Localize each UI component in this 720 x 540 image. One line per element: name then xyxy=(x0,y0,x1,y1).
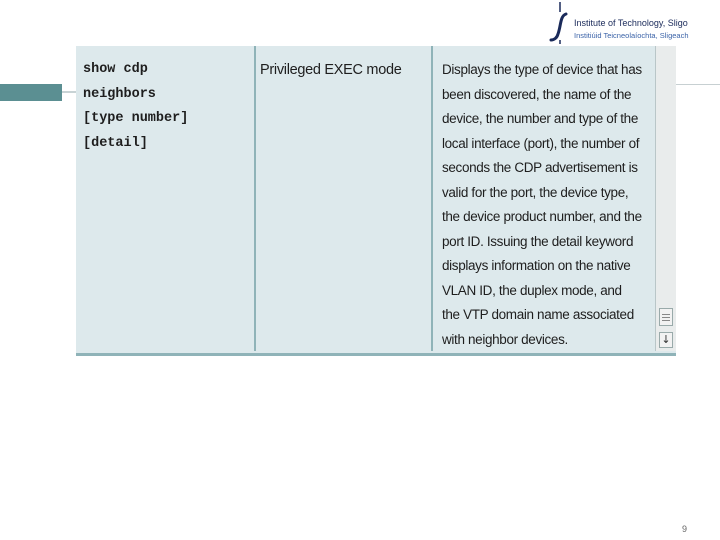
page-number: 9 xyxy=(682,524,688,534)
description-line: displays information on the native xyxy=(442,258,631,273)
institute-logo xyxy=(548,2,708,46)
mode-text: Privileged EXEC mode xyxy=(260,62,402,78)
logo-mark-icon xyxy=(548,2,574,44)
command-cell xyxy=(76,46,256,351)
scroll-thumb[interactable] xyxy=(659,308,673,326)
description-line: been discovered, the name of the xyxy=(442,86,632,102)
description-line: seconds the CDP advertisement is xyxy=(442,160,638,175)
description-line: VLAN ID, the duplex mode, and xyxy=(442,282,622,298)
thumb-grip-line xyxy=(662,320,670,321)
mode-cell xyxy=(256,46,433,351)
description-line: local interface (port), the number of xyxy=(442,135,640,151)
slide-accent-line-right xyxy=(676,84,720,85)
slide-accent-line-left xyxy=(62,91,76,93)
description-line: the VTP domain name associated xyxy=(442,307,634,322)
scroll-down-arrow-icon[interactable]: ↓ xyxy=(659,332,673,348)
thumb-grip-line xyxy=(662,317,670,318)
thumb-grip-line xyxy=(662,314,670,315)
description-line: port ID. Issuing the detail keyword xyxy=(442,233,634,249)
command-line: neighbors xyxy=(83,86,156,102)
description-line: the device product number, and the xyxy=(442,209,642,224)
description-cell xyxy=(433,46,655,351)
command-line: show cdp xyxy=(83,62,148,77)
command-line: [detail] xyxy=(83,135,148,151)
command-table xyxy=(76,46,676,356)
description-line: Displays the type of device that has xyxy=(442,62,642,77)
description-line: device, the number and type of the xyxy=(442,111,638,126)
command-line: [type number] xyxy=(83,111,189,126)
description-line: with neighbor devices. xyxy=(442,331,568,347)
logo-text-english: Institute of Technology, Sligo xyxy=(574,18,688,28)
logo-text-irish: Institiúid Teicneolaíochta, Sligeach xyxy=(574,31,689,40)
vertical-scrollbar[interactable] xyxy=(655,46,676,351)
slide-accent-bar xyxy=(0,84,62,101)
description-line: valid for the port, the device type, xyxy=(442,184,629,200)
